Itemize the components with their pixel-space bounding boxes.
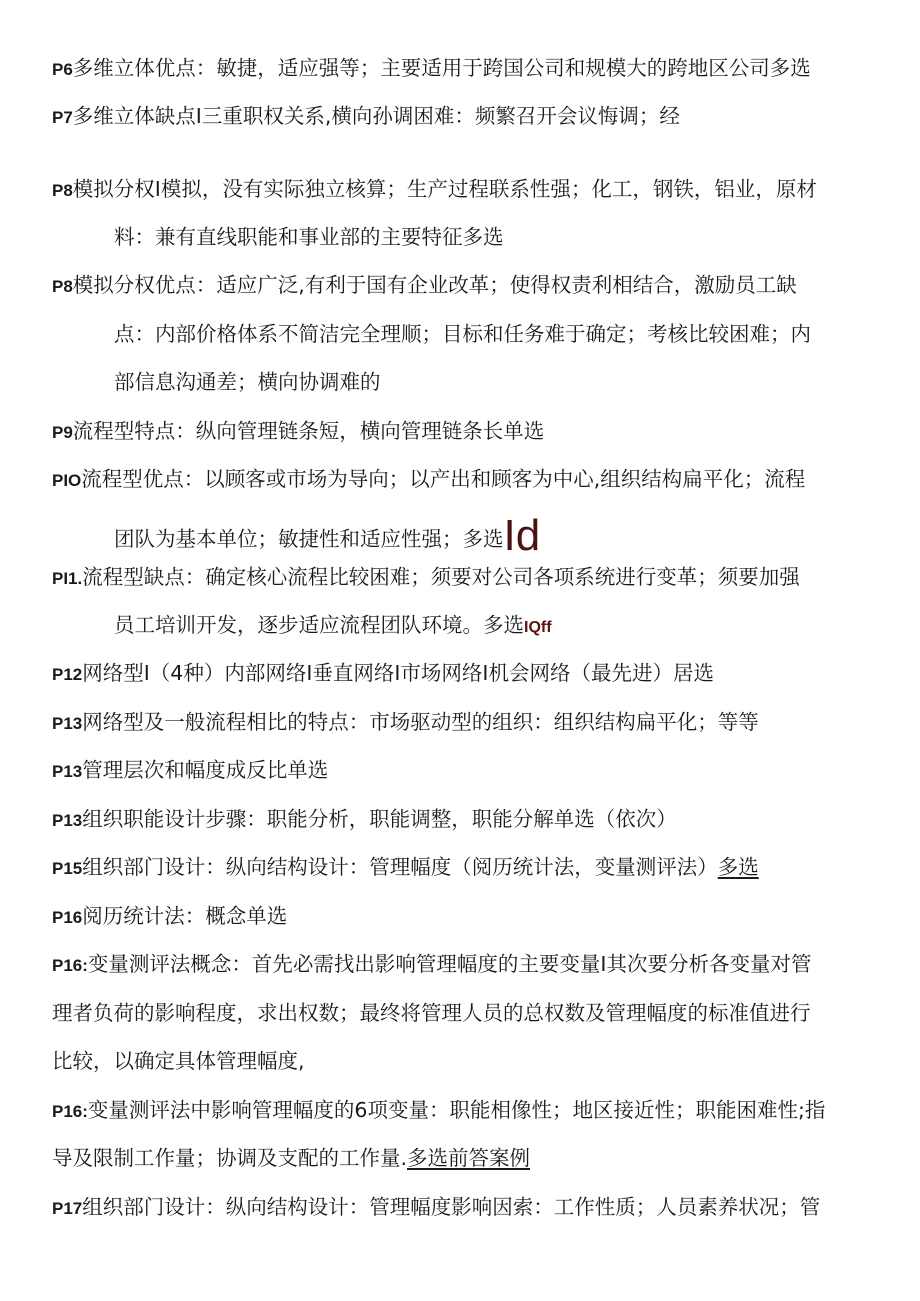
text-line — [52, 563, 800, 593]
text-line — [114, 611, 552, 642]
text-line — [52, 1193, 820, 1223]
line-text: 流程型优点：以顾客或市场为导向；以产出和顾客为中心,组织结构扁平化；流程 — [81, 467, 806, 491]
text-line — [52, 102, 680, 132]
page-ref: P17 — [52, 1199, 83, 1218]
page-ref: P13 — [52, 714, 83, 733]
text-line — [52, 465, 805, 495]
underlined-text: 多选 — [717, 855, 759, 879]
text-line — [52, 999, 811, 1027]
text-line — [52, 54, 811, 84]
page-ref: P16: — [52, 1102, 88, 1121]
line-text: 变量测评法中影响管理幅度的6项变量：职能相像性；地区接近性；职能困难性;指 — [87, 1098, 826, 1122]
page-ref: PI1. — [52, 569, 83, 588]
line-text: 团队为基本单位；敏捷性和适应性强；多选 — [114, 527, 504, 551]
text-line — [114, 320, 811, 348]
page-ref: P8 — [52, 277, 73, 296]
text-line — [52, 659, 714, 689]
line-text: 网络型I（4种）内部网络I垂直网络I市场网络I机会网络（最先进）居选 — [82, 661, 714, 685]
page-ref: P16: — [52, 956, 88, 975]
text-line — [52, 902, 287, 932]
line-text: 阅历统计法：概念单选 — [82, 904, 288, 928]
line-text: 模拟分权优点：适应广泛,有利于国有企业改革；使得权责利相结合，激励员工缺 — [72, 273, 797, 297]
text-line — [52, 708, 759, 738]
text-line — [52, 805, 677, 835]
line-text: 部信息沟通差；横向协调难的 — [114, 370, 381, 394]
text-line — [52, 1047, 305, 1075]
line-text: 组织部门设计：纵向结构设计：管理幅度（阅历统计法，变量测评法） — [82, 855, 718, 879]
ocr-mark: IQff — [524, 619, 552, 636]
line-text: 变量测评法概念：首先必需找出影响管理幅度的主要变量I其次要分析各变量对管 — [87, 952, 812, 976]
line-text: 理者负荷的影响程度，求出权数；最终将管理人员的总权数及管理幅度的标准值进行 — [52, 1001, 811, 1025]
line-text: 流程型缺点：确定核心流程比较困难；须要对公司各项系统进行变革；须要加强 — [82, 565, 800, 589]
underlined-text: 多选前答案例 — [407, 1146, 531, 1170]
text-line — [114, 511, 541, 560]
text-line — [114, 223, 504, 251]
line-text: 料：兼有直线职能和事业部的主要特征多选 — [114, 225, 504, 249]
text-line — [114, 368, 381, 396]
page-ref: P13 — [52, 762, 83, 781]
line-text: 多维立体缺点I三重职权关系,横向孙调困难：频繁召开会议悔调；经 — [72, 104, 680, 128]
text-line — [52, 756, 328, 786]
line-text: 网络型及一般流程相比的特点：市场驱动型的组织：组织结构扁平化；等等 — [82, 710, 759, 734]
text-line — [52, 175, 817, 205]
line-text: 组织职能设计步骤：职能分析，职能调整，职能分解单选（依次） — [82, 807, 677, 831]
page-ref: P7 — [52, 108, 73, 127]
page-ref: P6 — [52, 60, 73, 79]
line-text: 组织部门设计：纵向结构设计：管理幅度影响因索：工作性质；人员素养状况；管 — [82, 1195, 821, 1219]
line-text: 导及限制工作量；协调及支配的工作量. — [52, 1146, 408, 1170]
page-ref: P13 — [52, 811, 83, 830]
text-line — [52, 950, 811, 980]
line-text: 多维立体优点：敏捷，适应强等；主要适用于跨国公司和规模大的跨地区公司多选 — [72, 56, 811, 80]
line-text: 管理层次和幅度成反比单选 — [82, 758, 329, 782]
line-text: 员工培训开发，逐步适应流程团队环境。多选 — [114, 613, 524, 637]
text-line — [52, 417, 544, 447]
text-line — [52, 1144, 530, 1172]
line-text: 模拟分权I模拟，没有实际独立核算；生产过程联系性强；化工，钢铁，铝业，原材 — [72, 177, 817, 201]
page-ref: P9 — [52, 423, 73, 442]
line-text: 点：内部价格体系不简洁完全理顺；目标和任务难于确定；考核比较困难；内 — [114, 322, 811, 346]
text-line — [52, 271, 797, 301]
handwritten-mark: Id — [503, 511, 541, 560]
text-line — [52, 853, 759, 883]
page-ref: P15 — [52, 859, 83, 878]
line-text: 比较，以确定具体管理幅度, — [52, 1049, 305, 1073]
page-ref: PIO — [52, 471, 82, 490]
text-line — [52, 1096, 825, 1126]
page-ref: P8 — [52, 181, 73, 200]
page-ref: P12 — [52, 665, 83, 684]
line-text: 流程型特点：纵向管理链条短，横向管理链条长单选 — [72, 419, 545, 443]
page-ref: P16 — [52, 908, 83, 927]
